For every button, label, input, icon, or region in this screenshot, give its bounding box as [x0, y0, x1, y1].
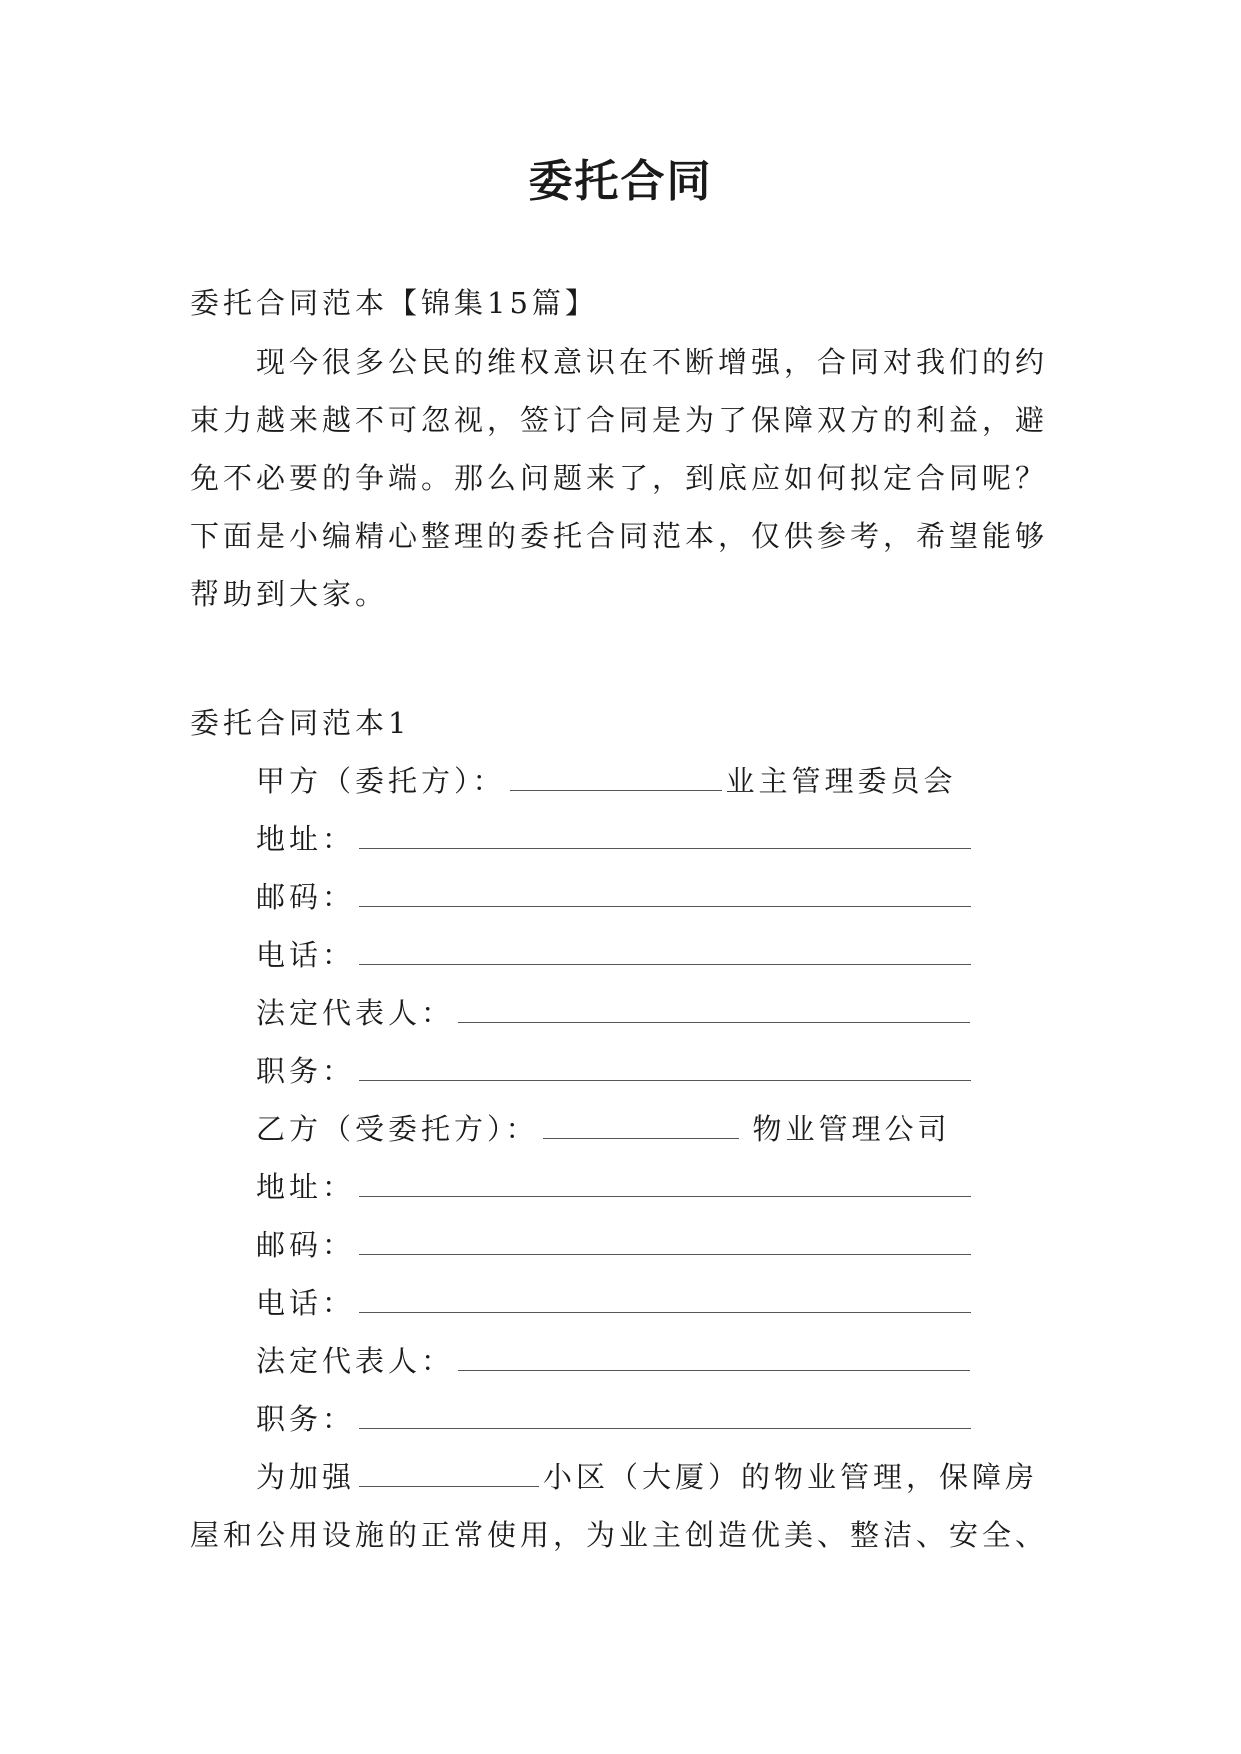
party-a-position-row — [256, 1042, 975, 1100]
party-a-address-blank[interactable] — [359, 828, 971, 849]
party-b-suffix: 物业管理公司 — [752, 1112, 951, 1146]
party-b-legal-rep-label: 法定代表人： — [256, 1344, 455, 1378]
party-a-postcode-blank[interactable] — [359, 886, 971, 907]
document-title: 委托合同 — [528, 156, 713, 207]
party-b-phone-label: 电话： — [256, 1286, 356, 1320]
party-b-position-row — [256, 1390, 975, 1448]
party-a-phone-blank[interactable] — [359, 944, 971, 965]
section-title: 委托合同范本1 — [190, 706, 411, 740]
closing-line — [256, 1448, 1038, 1506]
party-b-postcode-label: 邮码： — [256, 1228, 356, 1262]
party-b-phone-blank[interactable] — [359, 1292, 971, 1313]
party-b-phone-row — [256, 1274, 975, 1332]
closing-line-2: 屋和公用设施的正常使用，为业主创造优美、整洁、安全、 — [190, 1518, 1049, 1552]
community-name-blank[interactable] — [359, 1466, 539, 1487]
intro-line: 帮助到大家。 — [190, 577, 389, 611]
party-b-row — [256, 1100, 951, 1158]
party-a-label: 甲方（委托方）： — [256, 764, 506, 798]
party-a-legal-rep-blank[interactable] — [458, 1002, 970, 1023]
party-b-name-blank[interactable] — [543, 1118, 739, 1139]
party-a-legal-rep-row — [256, 984, 974, 1042]
party-a-phone-label: 电话： — [256, 938, 356, 972]
document-subtitle: 委托合同范本【锦集15篇】 — [190, 286, 598, 320]
intro-line: 现今很多公民的维权意识在不断增强，合同对我们的约 — [256, 345, 1049, 379]
party-b-position-label: 职务： — [256, 1402, 356, 1436]
party-b-postcode-row — [256, 1216, 975, 1274]
party-b-legal-rep-blank[interactable] — [458, 1350, 970, 1371]
party-a-position-blank[interactable] — [359, 1060, 971, 1081]
party-b-legal-rep-row — [256, 1332, 974, 1390]
party-a-suffix: 业主管理委员会 — [725, 764, 957, 798]
closing-suffix: 小区（大厦）的物业管理，保障房 — [543, 1460, 1039, 1494]
party-a-address-label: 地址： — [256, 822, 356, 856]
party-b-postcode-blank[interactable] — [359, 1234, 971, 1255]
party-a-address-row — [256, 810, 975, 868]
party-a-legal-rep-label: 法定代表人： — [256, 996, 455, 1030]
intro-line: 下面是小编精心整理的委托合同范本，仅供参考，希望能够 — [190, 519, 1049, 553]
intro-line: 免不必要的争端。那么问题来了，到底应如何拟定合同呢？ — [190, 461, 1049, 495]
party-a-postcode-row — [256, 868, 975, 926]
party-b-label: 乙方（受委托方）： — [256, 1112, 539, 1146]
party-b-address-blank[interactable] — [359, 1176, 971, 1197]
party-a-name-blank[interactable] — [510, 770, 722, 791]
party-a-postcode-label: 邮码： — [256, 880, 356, 914]
closing-prefix: 为加强 — [256, 1460, 356, 1494]
party-b-address-row — [256, 1158, 975, 1216]
party-b-address-label: 地址： — [256, 1170, 356, 1204]
party-a-row — [256, 752, 957, 810]
party-b-position-blank[interactable] — [359, 1408, 971, 1429]
party-a-phone-row — [256, 926, 975, 984]
intro-line: 束力越来越不可忽视，签订合同是为了保障双方的利益，避 — [190, 403, 1049, 437]
party-a-position-label: 职务： — [256, 1054, 356, 1088]
